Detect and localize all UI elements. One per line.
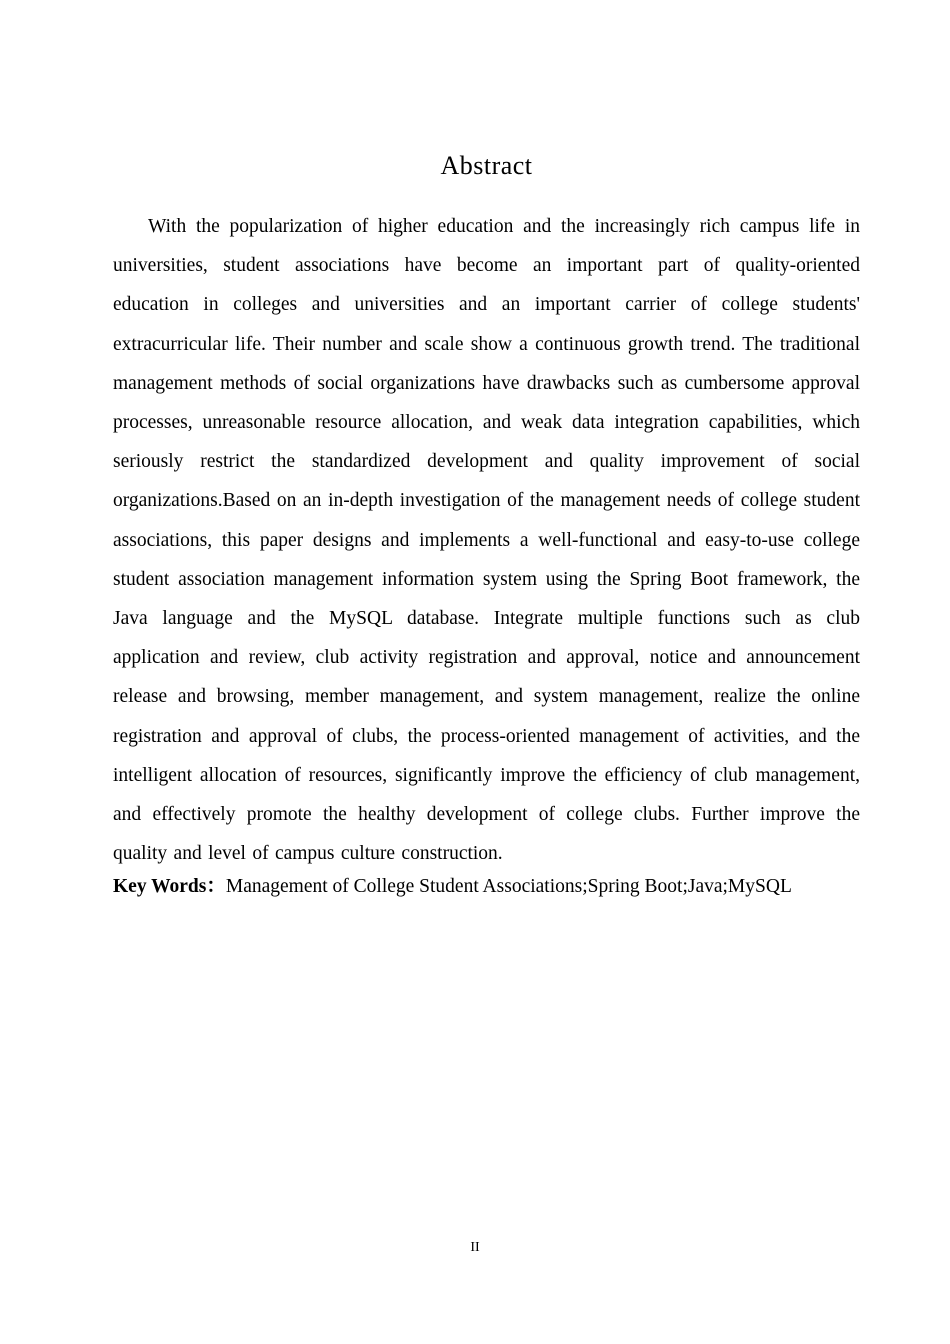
page-number: II <box>470 1240 480 1255</box>
abstract-paragraph: With the popularization of higher education and the increasingly rich campus life in universities, student associations have become an important part of quality-oriented education in colleges and universities and an important carrier of college students' extracurricular life. Their number and scale show a continuous growth trend. The traditional management methods of social organizations have drawbacks such as cumbersome approval processes, unreasonable resource allocation, and weak data integration capabilities, which seriously restrict the standardized development and quality improvement of social organizations.Based on an in-depth investigation of the management needs of college student associations, this paper designs and implements a well-functional and easy-to-use college student association management information system using the Spring Boot framework, the Java language and the MySQL database. Integrate multiple functions such as club application and review, club activity registration and approval, notice and announcement release and browsing, member management, and system management, realize the online registration and approval of clubs, the process-oriented management of activities, and the intelligent allocation of resources, significantly improve the efficiency of club management, and effectively promote the healthy development of college clubs. Further improve the quality and level of campus culture construction. <box>113 216 860 865</box>
page-title: Abstract <box>440 151 533 180</box>
keywords-label: Key Words： <box>113 876 226 897</box>
keywords-text: Management of College Student Associations;Spring Boot;Java;MySQL <box>225 876 792 897</box>
keywords-line <box>113 872 860 902</box>
